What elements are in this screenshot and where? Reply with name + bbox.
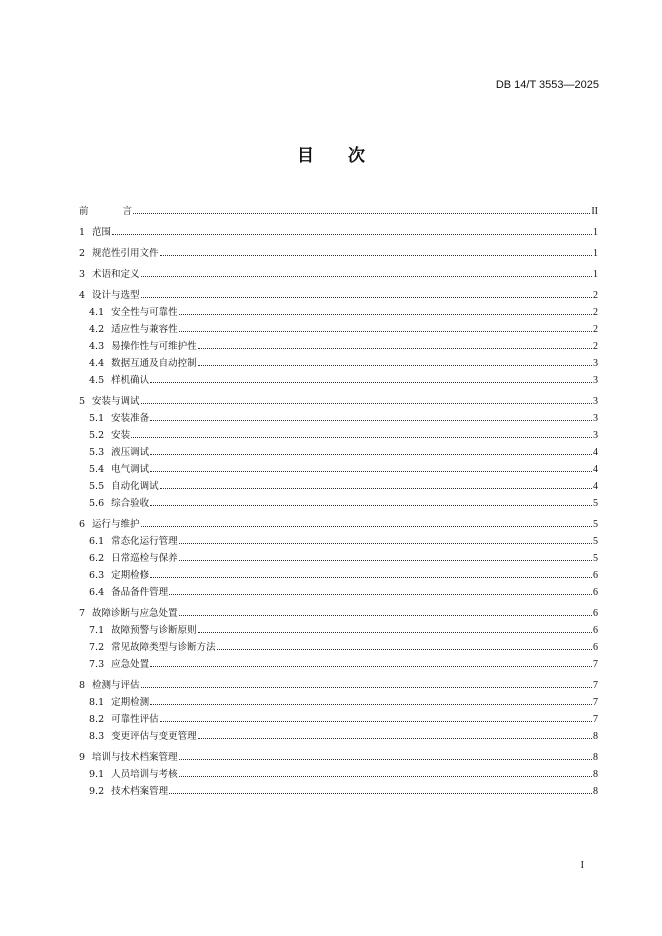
- toc-section-title: 液压调试: [111, 447, 150, 458]
- leader-dots: [160, 720, 592, 722]
- toc-page-number: 7: [593, 714, 598, 725]
- toc-entry[interactable]: [79, 691, 598, 708]
- leader-dots: [150, 419, 592, 421]
- toc-entry[interactable]: [79, 301, 598, 318]
- leader-dots: [150, 703, 592, 705]
- toc-page-number: 8: [593, 731, 598, 742]
- toc-section-title: 适应性与兼容性: [111, 324, 178, 335]
- toc-section-number: 5.2: [89, 430, 105, 441]
- leader-dots: [150, 504, 592, 506]
- leader-dots: [179, 330, 592, 332]
- toc-entry[interactable]: [79, 513, 598, 530]
- toc-section-title: 备品备件管理: [111, 587, 169, 598]
- toc-section-number: 7: [79, 608, 86, 619]
- leader-dots: [141, 296, 592, 298]
- toc-entry[interactable]: [79, 221, 598, 238]
- toc-section-title: 电气调试: [111, 464, 150, 475]
- toc-section-title: 应急处置: [111, 659, 150, 670]
- foreword-char-2: 言: [122, 206, 133, 217]
- toc-entry[interactable]: [79, 284, 598, 301]
- toc-section-title: 可靠性评估: [111, 714, 159, 725]
- toc-section-title: 定期检测: [111, 697, 150, 708]
- toc-page-number: 5: [593, 553, 598, 564]
- toc-page-number: 3: [593, 358, 598, 369]
- leader-dots: [141, 275, 592, 277]
- toc-entry[interactable]: [79, 746, 598, 763]
- toc-page-number: 8: [593, 786, 598, 797]
- toc-title-char-1: 目: [297, 146, 314, 166]
- toc-section-number: 4.3: [89, 341, 105, 352]
- toc-section-title: 技术档案管理: [111, 786, 169, 797]
- toc-entry[interactable]: [79, 780, 598, 797]
- toc-page-number: 5: [593, 519, 598, 530]
- toc-page-number: 8: [593, 769, 598, 780]
- leader-dots: [198, 737, 592, 739]
- toc-section-title: 故障诊断与应急处置: [92, 608, 178, 619]
- toc-section-number: 9: [79, 752, 86, 763]
- leader-dots: [179, 614, 592, 616]
- toc-page-number: 6: [593, 642, 598, 653]
- toc-section-number: 5: [79, 396, 86, 407]
- toc-section-number: 5.3: [89, 447, 105, 458]
- toc-title-char-2: 次: [348, 146, 365, 166]
- toc-section-number: 4.4: [89, 358, 105, 369]
- leader-dots: [217, 648, 592, 650]
- toc-section-title: 设计与选型: [92, 290, 140, 301]
- toc-page-number: 3: [593, 413, 598, 424]
- toc-page-number: 2: [593, 341, 598, 352]
- leader-dots: [112, 233, 592, 235]
- toc-page-number: 4: [593, 464, 598, 475]
- toc-section-title: 规范性引用文件: [92, 248, 159, 259]
- leader-dots: [141, 402, 592, 404]
- toc-section-title: 术语和定义: [92, 269, 140, 280]
- toc-page-number: 2: [593, 307, 598, 318]
- toc-section-number: 7.1: [89, 625, 105, 636]
- toc-page-number: 6: [593, 625, 598, 636]
- leader-dots: [150, 665, 592, 667]
- leader-dots: [179, 758, 592, 760]
- leader-dots: [179, 775, 592, 777]
- toc-entry[interactable]: [79, 441, 598, 458]
- toc-entry-foreword[interactable]: [79, 200, 598, 217]
- toc-entry[interactable]: [79, 530, 598, 547]
- foreword-char-1: 前: [79, 206, 89, 217]
- toc-section-title: 培训与技术档案管理: [92, 752, 178, 763]
- toc-section-title: 常见故障类型与诊断方法: [111, 642, 216, 653]
- toc-section-title: 易操作性与可维护性: [111, 341, 197, 352]
- toc-page-number: 8: [593, 752, 598, 763]
- toc-section-title: 变更评估与变更管理: [111, 731, 197, 742]
- toc-section-number: 9.2: [89, 786, 105, 797]
- toc-page-number: 7: [593, 659, 598, 670]
- toc-entry[interactable]: [79, 763, 598, 780]
- toc-page-number: 2: [593, 290, 598, 301]
- toc-page-number: 7: [593, 680, 598, 691]
- toc-entry[interactable]: [79, 581, 598, 598]
- leader-dots: [131, 436, 592, 438]
- toc-section-title: 范围: [92, 227, 112, 238]
- toc-section-number: 8.2: [89, 714, 105, 725]
- toc-section-title: 故障预警与诊断原则: [111, 625, 197, 636]
- toc-page-number: II: [591, 206, 598, 217]
- toc-section-number: 9.1: [89, 769, 105, 780]
- toc-section-title: 运行与维护: [92, 519, 140, 530]
- toc-page-number: 5: [593, 536, 598, 547]
- leader-dots: [198, 347, 592, 349]
- toc-section-title: 安装准备: [111, 413, 150, 424]
- toc-section-number: 3: [79, 269, 86, 280]
- leader-dots: [141, 686, 592, 688]
- toc-title: [0, 141, 662, 166]
- toc-page-number: 6: [593, 570, 598, 581]
- toc-page-number: 1: [593, 248, 598, 259]
- page-number: I: [580, 860, 584, 871]
- document-code: DB 14/T 3553—2025: [495, 79, 599, 91]
- toc-entry[interactable]: [79, 547, 598, 564]
- toc-page-number: 3: [593, 430, 598, 441]
- toc-section-title: 常态化运行管理: [111, 536, 178, 547]
- toc-entry[interactable]: [79, 653, 598, 670]
- toc-entry[interactable]: [79, 424, 598, 441]
- toc-entry[interactable]: [79, 492, 598, 509]
- toc-section-title: 人员培训与考核: [111, 769, 178, 780]
- leader-dots: [150, 576, 592, 578]
- toc-entry[interactable]: [79, 636, 598, 653]
- toc-entry[interactable]: [79, 407, 598, 424]
- toc-page-number: 4: [593, 447, 598, 458]
- toc-entry[interactable]: [79, 335, 598, 352]
- toc-section-title: 安装与调试: [92, 396, 140, 407]
- toc-section-number: 4.1: [89, 307, 105, 318]
- toc-entry[interactable]: [79, 564, 598, 581]
- toc-entry[interactable]: [79, 352, 598, 369]
- toc-page-number: 6: [593, 608, 598, 619]
- toc-section-title: 检测与评估: [92, 680, 140, 691]
- leader-dots: [169, 792, 592, 794]
- toc-page-number: 1: [593, 269, 598, 280]
- toc-entry[interactable]: [79, 475, 598, 492]
- toc-page-number: 4: [593, 481, 598, 492]
- toc-entry[interactable]: [79, 602, 598, 619]
- toc-section-number: 5.5: [89, 481, 105, 492]
- toc-page-number: 2: [593, 324, 598, 335]
- toc-section-number: 5.1: [89, 413, 105, 424]
- toc-section-title: 自动化调试: [111, 481, 159, 492]
- toc-section-number: 5.6: [89, 498, 105, 509]
- toc-page-number: 3: [593, 375, 598, 386]
- toc-entry[interactable]: [79, 318, 598, 335]
- toc-page-number: 7: [593, 697, 598, 708]
- toc-section-number: 4.2: [89, 324, 105, 335]
- toc-section-number: 6.2: [89, 553, 105, 564]
- toc-page-number: 3: [593, 396, 598, 407]
- toc-entry[interactable]: [79, 263, 598, 280]
- toc-section-title: 定期检修: [111, 570, 150, 581]
- toc-section-title: 安全性与可靠性: [111, 307, 178, 318]
- toc-section-number: 4: [79, 290, 86, 301]
- leader-dots: [160, 487, 592, 489]
- toc-section-number: 6.4: [89, 587, 105, 598]
- toc-section-title: 安装: [111, 430, 131, 441]
- toc-entry[interactable]: [79, 708, 598, 725]
- table-of-contents: [79, 200, 598, 797]
- leader-dots: [179, 542, 592, 544]
- leader-dots: [179, 559, 592, 561]
- toc-section-title: 样机确认: [111, 375, 150, 386]
- leader-dots: [198, 364, 592, 366]
- leader-dots: [141, 525, 592, 527]
- toc-entry[interactable]: [79, 242, 598, 259]
- leader-dots: [150, 453, 592, 455]
- toc-section-number: 5.4: [89, 464, 105, 475]
- leader-dots: [179, 313, 592, 315]
- toc-section-number: 7.3: [89, 659, 105, 670]
- toc-section-number: 4.5: [89, 375, 105, 386]
- leader-dots: [169, 593, 592, 595]
- toc-page-number: 1: [593, 227, 598, 238]
- toc-entry[interactable]: [79, 369, 598, 386]
- toc-section-title: 数据互通及自动控制: [111, 358, 197, 369]
- leader-dots: [160, 254, 592, 256]
- toc-section-number: 8: [79, 680, 86, 691]
- leader-dots: [198, 631, 592, 633]
- toc-page-number: 5: [593, 498, 598, 509]
- toc-section-title: 综合验收: [111, 498, 150, 509]
- leader-dots: [150, 381, 592, 383]
- toc-section-number: 6.1: [89, 536, 105, 547]
- toc-section-number: 1: [79, 227, 86, 238]
- toc-section-number: 8.3: [89, 731, 105, 742]
- leader-dots: [150, 470, 592, 472]
- toc-page-number: 6: [593, 587, 598, 598]
- toc-section-title: 日常巡检与保养: [111, 553, 178, 564]
- toc-entry[interactable]: [79, 619, 598, 636]
- leader-dots: [133, 212, 590, 214]
- toc-section-number: 8.1: [89, 697, 105, 708]
- toc-section-number: 6: [79, 519, 86, 530]
- toc-entry[interactable]: [79, 725, 598, 742]
- toc-entry[interactable]: [79, 390, 598, 407]
- toc-entry[interactable]: [79, 458, 598, 475]
- toc-section-number: 2: [79, 248, 86, 259]
- toc-section-number: 7.2: [89, 642, 105, 653]
- toc-entry[interactable]: [79, 674, 598, 691]
- toc-section-number: 6.3: [89, 570, 105, 581]
